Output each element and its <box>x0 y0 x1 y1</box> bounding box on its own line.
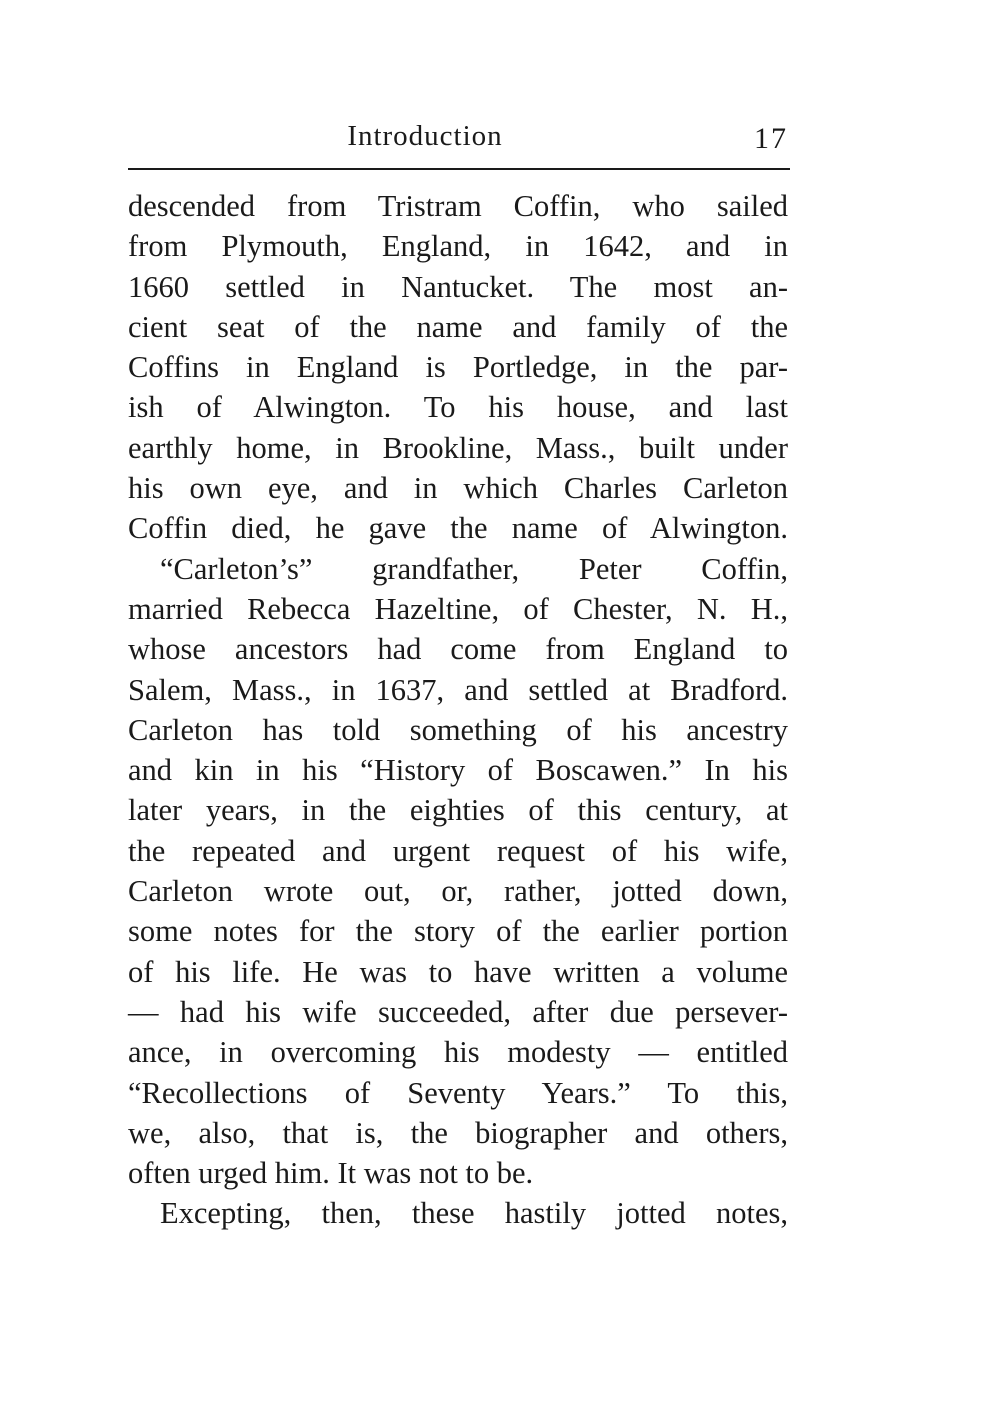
text-line: the repeated and urgent request of his wife, <box>128 833 788 868</box>
running-title: Introduction <box>347 120 503 152</box>
text-line: we, also, that is, the biographer and others, <box>128 1115 788 1150</box>
text-line: Coffins in England is Portledge, in the par- <box>128 350 788 385</box>
text-line: Excepting, then, these hastily jotted notes, <box>160 1196 788 1231</box>
text-line: later years, in the eighties of this century, at <box>128 793 788 828</box>
running-head <box>130 118 790 158</box>
text-line: Coffin died, he gave the name of Alwington. <box>128 511 788 546</box>
text-line: from Plymouth, England, in 1642, and in <box>128 229 788 264</box>
text-line: often urged him. It was not to be. <box>128 1156 534 1191</box>
text-line: Carleton wrote out, or, rather, jotted down, <box>128 874 788 909</box>
text-line: married Rebecca Hazeltine, of Chester, N. H., <box>128 591 788 626</box>
text-line: and kin in his “History of Boscawen.” In his <box>128 753 788 788</box>
text-line: “Recollections of Seventy Years.” To this, <box>128 1075 788 1110</box>
text-line: Carleton has told something of his ancestry <box>128 712 788 747</box>
text-line: 1660 settled in Nantucket. The most an- <box>128 269 788 304</box>
text-line: descended from Tristram Coffin, who sailed <box>128 189 788 223</box>
page-number: 17 <box>754 122 788 155</box>
text-line: “Carleton’s” grandfather, Peter Coffin, <box>160 551 788 586</box>
text-line: whose ancestors had come from England to <box>128 632 788 667</box>
text-line: ance, in overcoming his modesty — entitled <box>128 1035 788 1070</box>
text-line: his own eye, and in which Charles Carleton <box>128 471 788 506</box>
text-line: cient seat of the name and family of the <box>128 309 788 344</box>
text-line: earthly home, in Brookline, Mass., built under <box>128 430 788 465</box>
text-line: of his life. He was to have written a volume <box>128 954 788 989</box>
body-text <box>128 186 788 1234</box>
text-line: — had his wife succeeded, after due persever- <box>128 994 788 1029</box>
text-line: ish of Alwington. To his house, and last <box>128 390 788 425</box>
text-line: some notes for the story of the earlier portion <box>128 914 788 949</box>
text-line: Salem, Mass., in 1637, and settled at Bradford. <box>128 672 788 707</box>
header-rule <box>128 168 790 170</box>
